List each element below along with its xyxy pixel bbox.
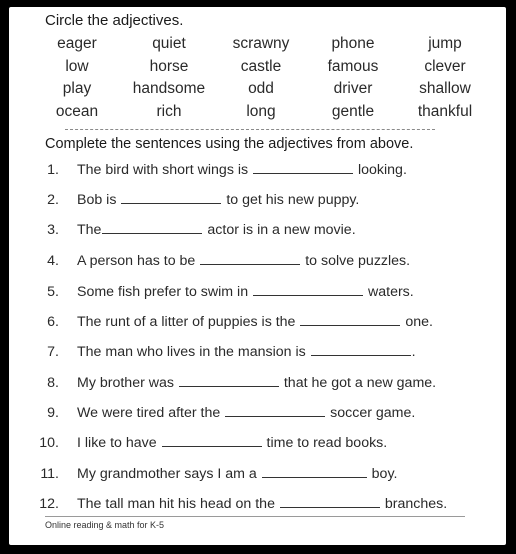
sentence-number: 3. bbox=[47, 222, 59, 238]
word-bank-item[interactable]: odd bbox=[248, 80, 274, 97]
sentence-text-before: The tall man hit his head on the bbox=[77, 496, 279, 512]
answer-blank[interactable] bbox=[162, 434, 262, 447]
word-bank-item[interactable]: eager bbox=[57, 35, 97, 52]
answer-blank[interactable] bbox=[179, 374, 279, 387]
sentence-text-before: The runt of a litter of puppies is the bbox=[77, 314, 300, 330]
sentence-text-before: Bob is bbox=[77, 192, 121, 208]
word-bank-item[interactable]: gentle bbox=[331, 102, 375, 120]
word-bank-item[interactable]: handsome bbox=[132, 80, 206, 97]
answer-blank[interactable] bbox=[102, 221, 202, 234]
sentence-text-before: The bbox=[77, 222, 102, 238]
word-bank-item[interactable]: clever bbox=[424, 57, 466, 75]
word-bank-item[interactable]: rich bbox=[156, 102, 182, 120]
word-bank-item[interactable]: quiet bbox=[152, 35, 186, 52]
answer-blank[interactable] bbox=[280, 495, 380, 508]
sentence-number: 8. bbox=[47, 375, 59, 391]
word-bank-item[interactable]: phone bbox=[331, 35, 375, 52]
sentence-number: 2. bbox=[47, 192, 59, 208]
sentence-number: 9. bbox=[47, 405, 59, 421]
sentence-text-before: The bird with short wings is bbox=[77, 162, 253, 178]
sentence-text-before: We were tired after the bbox=[77, 405, 225, 421]
sentence-number: 5. bbox=[47, 284, 59, 300]
worksheet-page bbox=[9, 7, 506, 545]
footer-credit: Online reading & math for K-5 bbox=[45, 520, 165, 530]
word-bank-item[interactable]: horse bbox=[149, 57, 189, 75]
sentence-number: 1. bbox=[47, 162, 59, 178]
sentence-number: 7. bbox=[47, 344, 59, 360]
sentence-text-before: A person has to be bbox=[77, 253, 200, 269]
sentence-text-after: branches. bbox=[380, 496, 448, 512]
sentence-text-after: boy. bbox=[367, 466, 398, 482]
word-bank-item[interactable]: long bbox=[246, 102, 276, 120]
section-title: Circle the adjectives. bbox=[45, 12, 184, 29]
sentence-number: 11. bbox=[40, 466, 59, 482]
sentence-number: 4. bbox=[47, 253, 59, 269]
sentence-text-after: actor is in a new movie. bbox=[203, 222, 356, 238]
sentence-text-after: waters. bbox=[364, 284, 414, 300]
answer-blank[interactable] bbox=[253, 283, 363, 296]
answer-blank[interactable] bbox=[121, 191, 221, 204]
sentence-text-before: The man who lives in the mansion is bbox=[77, 344, 310, 360]
answer-blank[interactable] bbox=[225, 404, 325, 417]
word-bank-item[interactable]: famous bbox=[327, 57, 379, 75]
word-bank-item[interactable]: driver bbox=[333, 80, 373, 97]
sentence-text-after: that he got a new game. bbox=[279, 375, 437, 391]
word-bank-item[interactable]: castle bbox=[240, 57, 282, 75]
sentence-text-after: to solve puzzles. bbox=[301, 253, 411, 269]
footer-divider bbox=[45, 516, 465, 517]
sentence-text-after: looking. bbox=[354, 162, 407, 178]
sentence-text-after: one. bbox=[401, 314, 433, 330]
sentence-text-after: time to read books. bbox=[262, 435, 388, 451]
sentence-text-before: Some fish prefer to swim in bbox=[77, 284, 253, 300]
answer-blank[interactable] bbox=[253, 161, 353, 174]
sentence-text-after: . bbox=[411, 344, 416, 360]
sentence-list bbox=[9, 7, 506, 545]
answer-blank[interactable] bbox=[262, 465, 367, 478]
sentence-text-before: My brother was bbox=[77, 375, 178, 391]
word-bank-item[interactable]: jump bbox=[428, 35, 462, 52]
sentence-number: 6. bbox=[47, 314, 59, 330]
word-bank-item[interactable]: shallow bbox=[419, 80, 471, 97]
sentence-text-after: to get his new puppy. bbox=[222, 192, 360, 208]
answer-blank[interactable] bbox=[300, 313, 400, 326]
word-bank-item[interactable]: scrawny bbox=[232, 35, 290, 52]
word-bank-item[interactable]: play bbox=[62, 80, 92, 97]
answer-blank[interactable] bbox=[200, 252, 300, 265]
word-bank-item[interactable]: low bbox=[65, 57, 89, 75]
answer-blank[interactable] bbox=[311, 343, 411, 356]
sentence-number: 12. bbox=[39, 496, 59, 512]
sentence-text-before: My grandmother says I am a bbox=[77, 466, 261, 482]
word-bank-item[interactable]: thankful bbox=[417, 102, 473, 120]
sentence-text-after: soccer game. bbox=[326, 405, 416, 421]
instructions: Complete the sentences using the adjectives from above. bbox=[45, 136, 414, 152]
sentence-text-before: I like to have bbox=[77, 435, 161, 451]
sentence-number: 10. bbox=[39, 435, 59, 451]
word-bank-item[interactable]: ocean bbox=[55, 102, 99, 120]
